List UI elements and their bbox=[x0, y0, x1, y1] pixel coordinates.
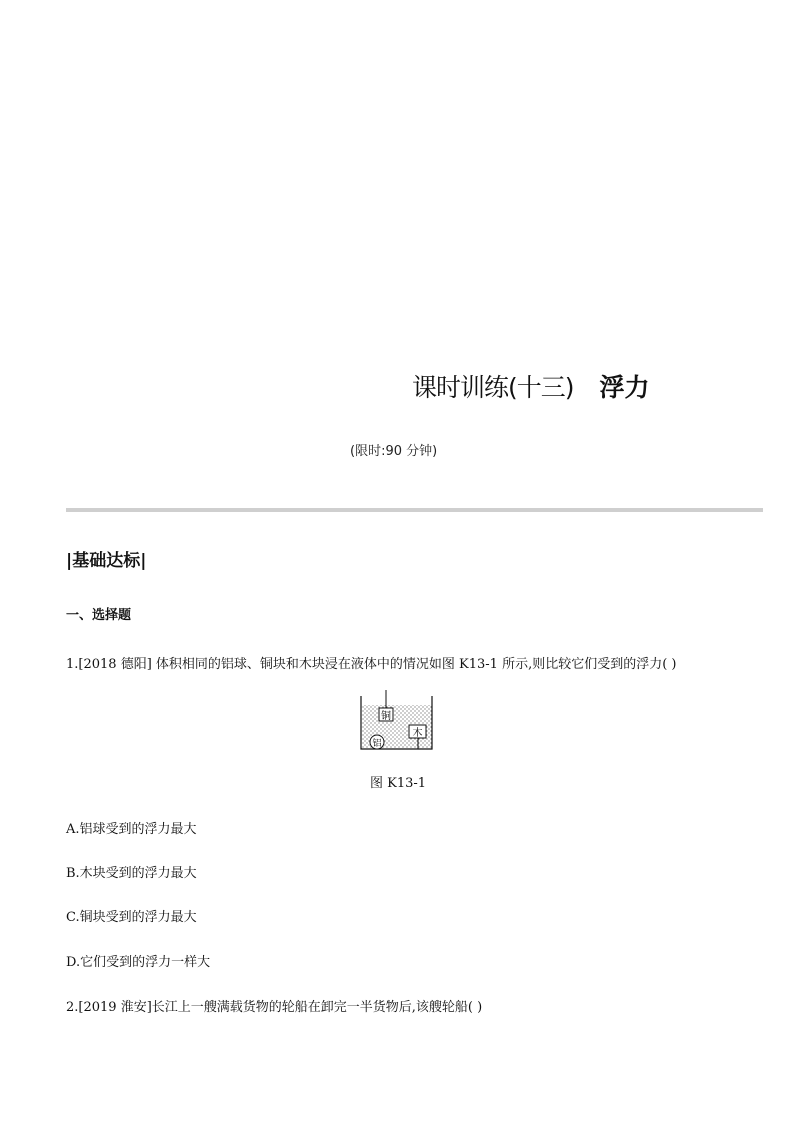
option-c: C.铜块受到的浮力最大 bbox=[66, 910, 197, 925]
option-b: B.木块受到的浮力最大 bbox=[66, 866, 197, 881]
option-a: A.铝球受到的浮力最大 bbox=[66, 822, 197, 837]
title-main: 课时训练(十三) bbox=[412, 373, 574, 402]
question-1-stem: 1.[2018 德阳] 体积相同的铝球、铜块和木块浸在液体中的情况如图 K13-1 所示,则比较它们受到的浮力( ) bbox=[66, 657, 677, 672]
question-2-stem: 2.[2019 淮安]长江上一艘满载货物的轮船在卸完一半货物后,该艘轮船( ) bbox=[66, 1000, 483, 1015]
figure-k13-1 bbox=[358, 690, 438, 756]
section-divider bbox=[66, 508, 763, 512]
document-title bbox=[412, 368, 650, 404]
time-limit: (限时:90 分钟) bbox=[350, 444, 438, 459]
section-heading: |基础达标| bbox=[66, 551, 147, 571]
aluminum-label: 铝 bbox=[372, 739, 382, 749]
copper-label: 铜 bbox=[381, 711, 391, 722]
part-heading: 一、选择题 bbox=[66, 608, 132, 623]
figure-caption: 图 K13-1 bbox=[370, 776, 427, 791]
option-d: D.它们受到的浮力一样大 bbox=[66, 955, 211, 970]
wood-label: 木 bbox=[412, 728, 423, 739]
title-subject: 浮力 bbox=[599, 373, 650, 402]
